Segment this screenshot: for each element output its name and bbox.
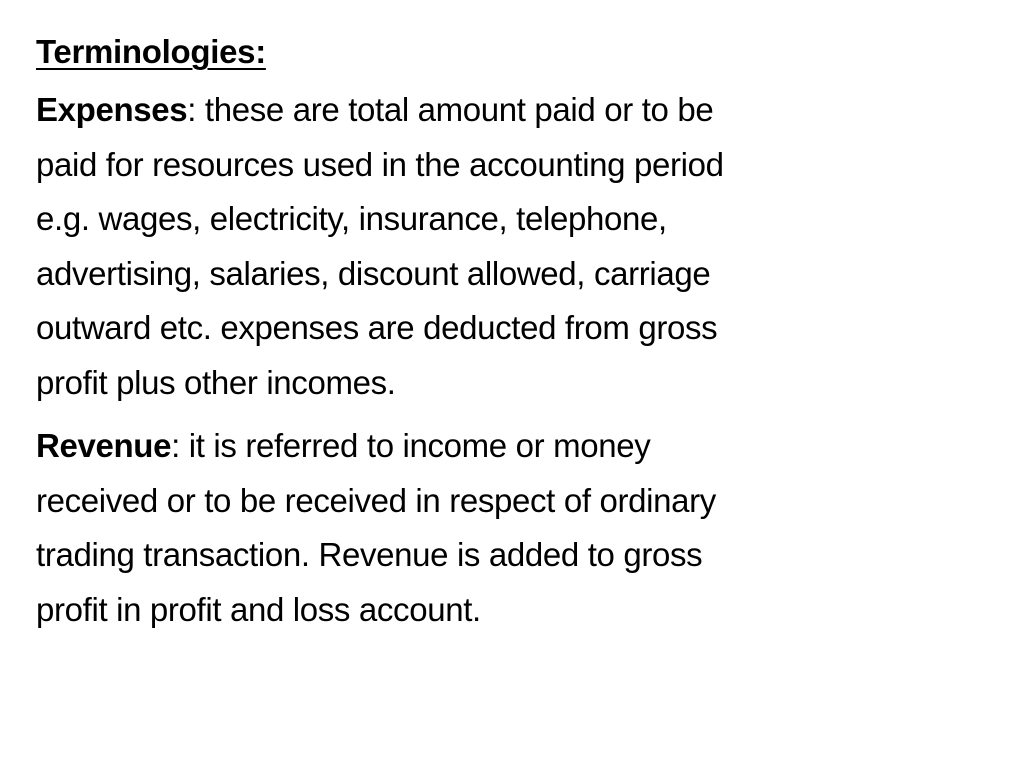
revenue-paragraph [36,419,964,637]
revenue-line: trading transaction. Revenue is added to gross [36,536,703,573]
expenses-line: advertising, salaries, discount allowed, carriage [36,254,711,292]
revenue-line: received or to be received in respect of ordinary [36,481,716,519]
expenses-paragraph [36,83,964,410]
revenue-line: : it is referred to income or money [171,427,651,464]
expenses-line: paid for resources used in the accounting period [36,145,724,183]
revenue-line: profit in profit and loss account. [36,590,481,628]
expenses-line: outward etc. expenses are deducted from gross [36,309,718,346]
expenses-line: profit plus other incomes. [36,363,396,401]
revenue-term: Revenue [36,427,172,464]
expenses-term: Expenses [36,91,188,128]
expenses-line: : these are total amount paid or to be [187,91,714,128]
expenses-line: e.g. wages, electricity, insurance, telephone, [36,200,667,237]
slide-heading: Terminologies: [36,33,266,70]
